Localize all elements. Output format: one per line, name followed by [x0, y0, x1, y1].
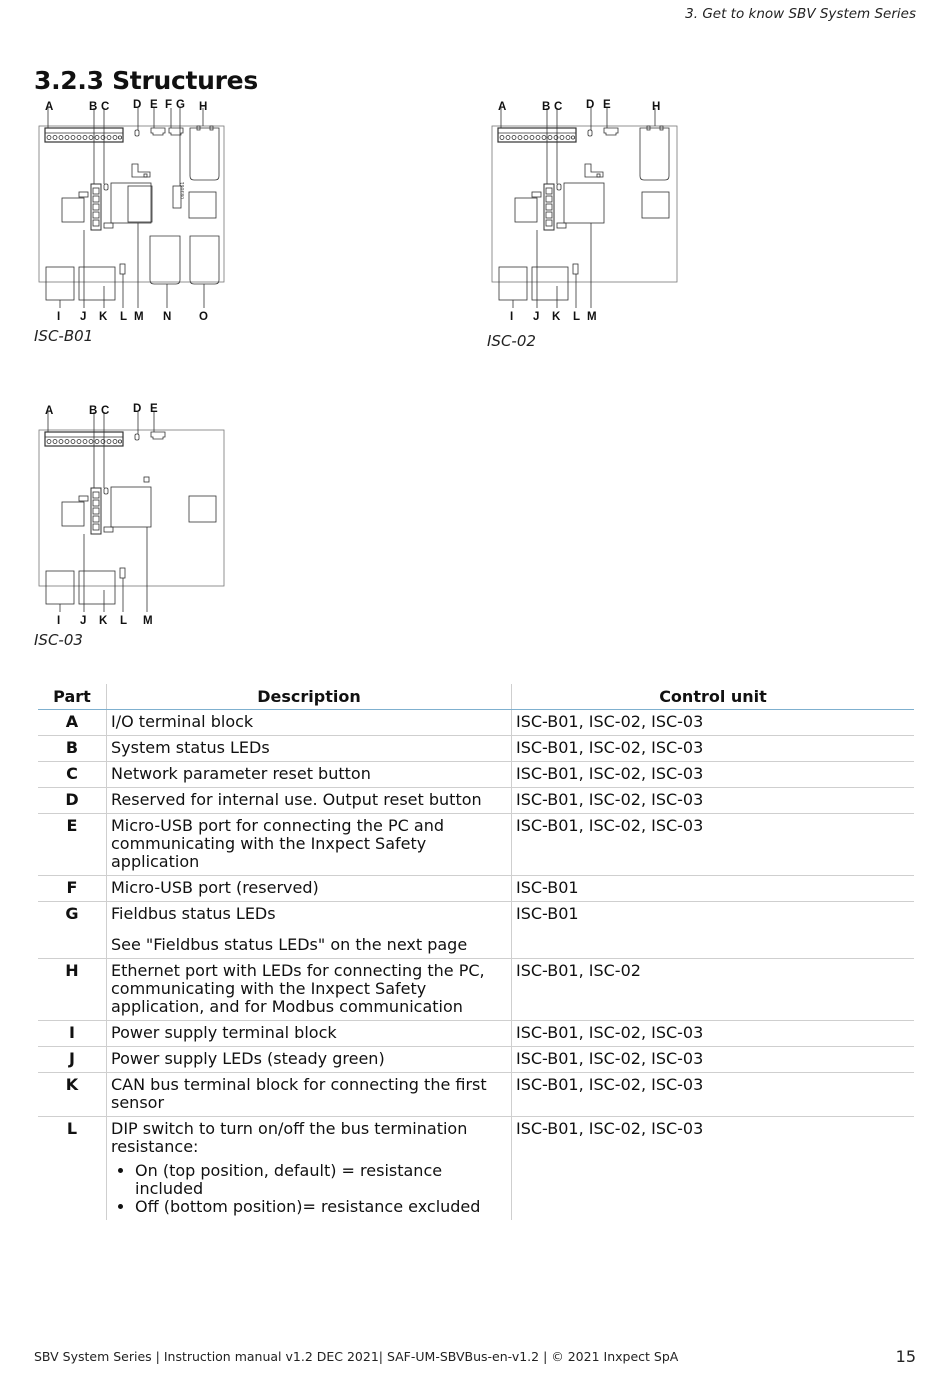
part-description: Micro-USB port for connecting the PC and communicating with the Inxpect Safety application: [107, 814, 512, 876]
part-control-unit: ISC-B01, ISC-02, ISC-03: [512, 1047, 915, 1073]
label-c: C: [101, 405, 110, 417]
part-description: Micro-USB port (reserved): [107, 876, 512, 902]
label-d: D: [133, 99, 142, 111]
part-letter: F: [38, 876, 107, 902]
bullet-item: • Off (bottom position)= resistance excluded: [135, 1198, 507, 1216]
board-isc-b01-drawing: [34, 96, 234, 324]
label-b: B: [542, 101, 551, 113]
diagram-isc-02: [487, 96, 687, 324]
part-description: Network parameter reset button: [107, 762, 512, 788]
table-row: [38, 736, 914, 762]
label-g: G: [176, 99, 185, 111]
label-n: N: [163, 311, 172, 323]
part-control-unit: ISC-B01, ISC-02, ISC-03: [512, 788, 915, 814]
label-i: I: [57, 615, 61, 627]
label-c: C: [554, 101, 563, 113]
label-k: K: [99, 311, 108, 323]
label-h: H: [652, 101, 661, 113]
table-header-row: [38, 684, 914, 710]
table-row: [38, 1047, 914, 1073]
label-c: C: [101, 101, 110, 113]
part-description: I/O terminal block: [107, 710, 512, 736]
part-description: DIP switch to turn on/off the bus termination resistance:: [111, 1119, 468, 1156]
part-description-cell: [107, 1117, 512, 1221]
table-row: [38, 876, 914, 902]
section-title: 3.2.3 Structures: [34, 66, 258, 95]
label-m: M: [143, 615, 153, 627]
part-letter: L: [66, 1119, 78, 1138]
label-e: E: [150, 403, 158, 415]
label-j: J: [533, 311, 540, 323]
label-j: J: [80, 615, 87, 627]
label-d: D: [586, 99, 595, 111]
board-isc-03-drawing: [34, 400, 234, 628]
header-control-unit: Control unit: [512, 684, 915, 710]
part-letter: G: [38, 902, 107, 959]
part-description-cell: [107, 902, 512, 959]
part-control-unit: ISC-B01, ISC-02, ISC-03: [512, 736, 915, 762]
label-h: H: [199, 101, 208, 113]
part-description: Ethernet port with LEDs for connecting the PC, communicating with the Inxpect Safety application, and for Modbus communication: [107, 959, 512, 1021]
parts-table: [38, 684, 914, 1220]
part-letter: C: [38, 762, 107, 788]
part-control-unit: ISC-B01: [512, 902, 915, 959]
part-letter: D: [38, 788, 107, 814]
table-row: [38, 1117, 914, 1221]
part-control-unit: ISC-B01, ISC-02, ISC-03: [512, 1021, 915, 1047]
cross-reference-text: See "Fieldbus status LEDs" on the next page: [111, 935, 468, 954]
label-b: B: [89, 101, 98, 113]
part-description: CAN bus terminal block for connecting the first sensor: [107, 1073, 512, 1117]
part-letter: E: [38, 814, 107, 876]
caption-isc-02: ISC-02: [487, 332, 536, 350]
part-control-unit: ISC-B01, ISC-02: [512, 959, 915, 1021]
part-description: System status LEDs: [107, 736, 512, 762]
part-control-unit: ISC-B01, ISC-02, ISC-03: [516, 1119, 704, 1138]
part-description: Reserved for internal use. Output reset button: [107, 788, 512, 814]
header-description: Description: [107, 684, 512, 710]
label-l: L: [120, 615, 128, 627]
part-control-unit: ISC-B01, ISC-02, ISC-03: [512, 762, 915, 788]
part-control-unit: ISC-B01, ISC-02, ISC-03: [512, 1073, 915, 1117]
table-row: [38, 710, 914, 736]
chapter-header: 3. Get to know SBV System Series: [685, 6, 916, 22]
caption-isc-03: ISC-03: [34, 631, 83, 649]
part-letter: H: [38, 959, 107, 1021]
label-f: F: [165, 99, 173, 111]
part-control-unit: ISC-B01, ISC-02, ISC-03: [512, 814, 915, 876]
label-l: L: [120, 311, 128, 323]
label-b: B: [89, 405, 98, 417]
label-d: D: [133, 403, 142, 415]
header-part: Part: [38, 684, 107, 710]
table-row: [38, 788, 914, 814]
part-letter: J: [38, 1047, 107, 1073]
label-a: A: [498, 101, 507, 113]
chip-marking: 083061: [181, 181, 186, 199]
part-letter: B: [38, 736, 107, 762]
diagram-isc-b01: [34, 96, 234, 324]
bullet-item: • On (top position, default) = resistance included: [135, 1162, 507, 1198]
label-i: I: [57, 311, 61, 323]
label-m: M: [134, 311, 144, 323]
part-control-unit: ISC-B01: [512, 876, 915, 902]
table-row: [38, 814, 914, 876]
label-e: E: [150, 99, 158, 111]
label-m: M: [587, 311, 597, 323]
terminal-pins: [47, 136, 122, 140]
table-row: [38, 1021, 914, 1047]
label-o: O: [199, 311, 208, 323]
part-control-unit: ISC-B01, ISC-02, ISC-03: [512, 710, 915, 736]
label-j: J: [80, 311, 87, 323]
table-row: [38, 762, 914, 788]
label-e: E: [603, 99, 611, 111]
table-row: [38, 959, 914, 1021]
footer-text: SBV System Series | Instruction manual v1.2 DEC 2021| SAF-UM-SBVBus-en-v1.2 | © 2021 Inxpect SpA: [34, 1349, 679, 1364]
part-letter: I: [38, 1021, 107, 1047]
bullet-list: [111, 1162, 507, 1216]
label-a: A: [45, 405, 54, 417]
diagram-isc-03: [34, 400, 234, 628]
table-row: [38, 1073, 914, 1117]
label-k: K: [552, 311, 561, 323]
page-number: 15: [895, 1347, 916, 1366]
part-description: Fieldbus status LEDs: [111, 904, 276, 923]
part-letter: K: [38, 1073, 107, 1117]
label-l: L: [573, 311, 581, 323]
part-letter: A: [38, 710, 107, 736]
part-description: Power supply LEDs (steady green): [107, 1047, 512, 1073]
label-k: K: [99, 615, 108, 627]
label-a: A: [45, 101, 54, 113]
board-isc-02-drawing: [487, 96, 687, 324]
table-row: [38, 902, 914, 959]
label-i: I: [510, 311, 514, 323]
part-description: Power supply terminal block: [107, 1021, 512, 1047]
caption-isc-b01: ISC-B01: [34, 327, 94, 345]
